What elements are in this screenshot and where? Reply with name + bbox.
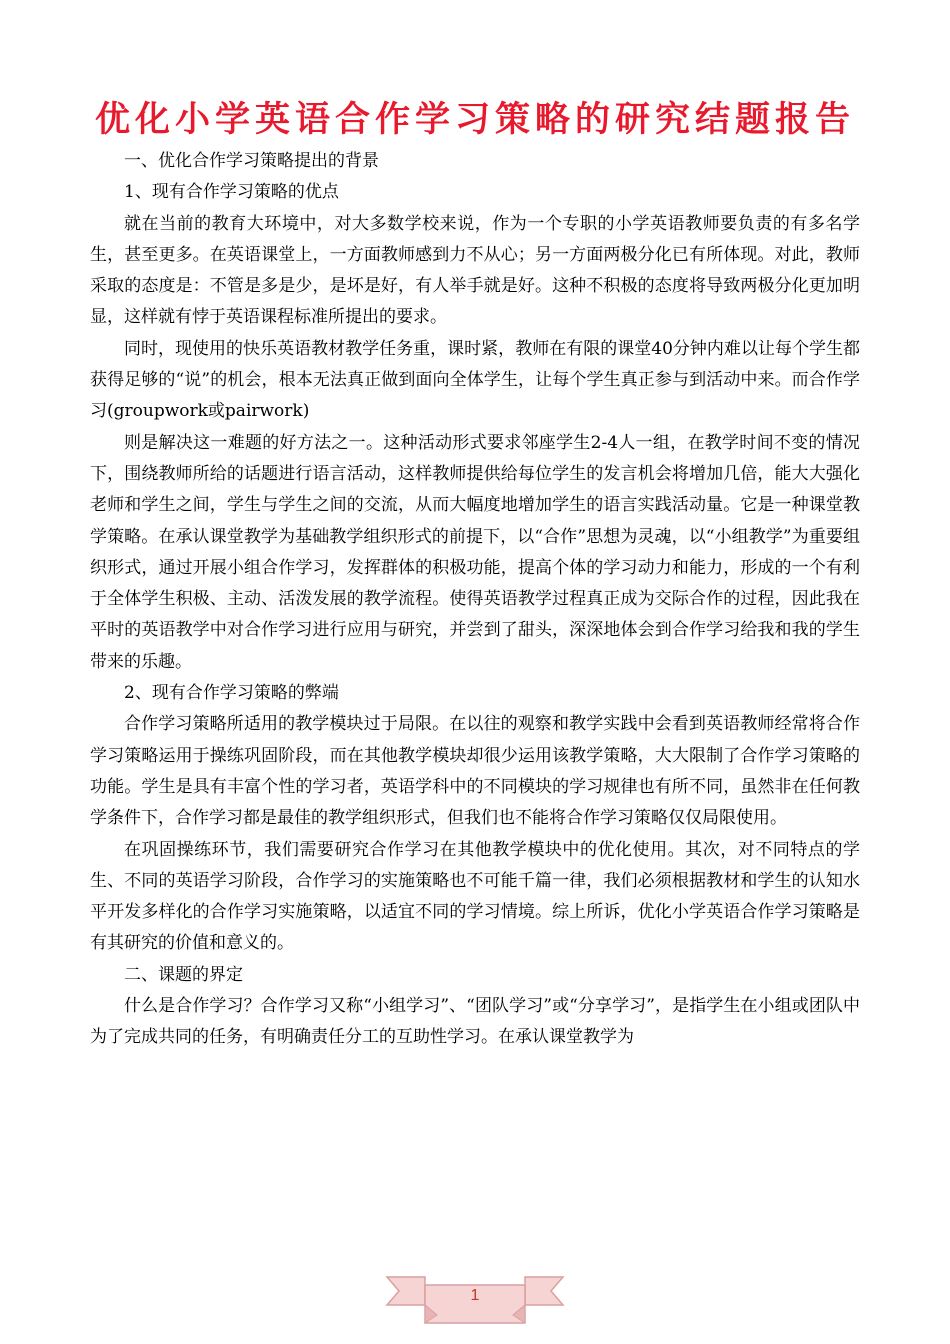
subsection-heading-1-1: 1、现有合作学习策略的优点: [124, 182, 339, 203]
section-heading-1: 一、优化合作学习策略提出的背景: [124, 151, 379, 171]
body-paragraph: 就在当前的教育大环境中，对大多数学校来说，作为一个专职的小学英语教师要负责的有多名学生，甚至更多。在英语课堂上，一方面教师感到力不从心；另一方面两极分化已有所体现。对此，教师采取的态度是：不管是多是少，是坏是好，有人举手就是好。这种不积极的态度将导致两极分化更加明显，这样就有悖于英语课程标准所提出的要求。: [90, 213, 860, 328]
page-number: 1: [470, 1287, 480, 1304]
body-paragraph: 在巩固操练环节，我们需要研究合作学习在其他教学模块中的优化使用。其次，对不同特点的学生、不同的英语学习阶段，合作学习的实施策略也不可能千篇一律，我们必须根据教材和学生的认知水平开发多样化的合作学习实施策略，以适宜不同的学习情境。综上所诉，优化小学英语合作学习策略是有其研究的价值和意义的。: [90, 839, 860, 954]
body-paragraph: 同时，现使用的快乐英语教材教学任务重，课时紧，教师在有限的课堂40分钟内难以让每个学生都获得足够的“说”的机会，根本无法真正做到面向全体学生，让每个学生真正参与到活动中来。而合作学习(groupwork或pairwork): [90, 338, 860, 422]
document-body: [90, 146, 860, 1054]
ribbon-banner-icon: [385, 1275, 565, 1335]
section-heading-2: 二、课题的界定: [124, 964, 243, 985]
body-paragraph: 什么是合作学习？合作学习又称“小组学习”、“团队学习”或“分享学习”，是指学生在小组或团队中为了完成共同的任务，有明确责任分工的互助性学习。在承认课堂教学为: [90, 996, 860, 1048]
body-paragraph: 则是解决这一难题的好方法之一。这种活动形式要求邻座学生2-4人一组，在教学时间不变的情况下，围绕教师所给的话题进行语言活动，这样教师提供给每位学生的发言机会将增加几倍，能大大强化老师和学生之间，学生与学生之间的交流，从而大幅度地增加学生的语言实践活动量。它是一种课堂教学策略。在承认课堂教学为基础教学组织形式的前提下，以“合作”思想为灵魂，以“小组教学”为重要组织形式，通过开展小组合作学习，发挥群体的积极功能，提高个体的学习动力和能力，形成的一个有利于全体学生积极、主动、活泼发展的教学流程。使得英语教学过程真正成为交际合作的过程，因此我在平时的英语教学中对合作学习进行应用与研究，并尝到了甜头，深深地体会到合作学习给我和我的学生带来的乐趣。: [90, 432, 860, 672]
document-title: 优化小学英语合作学习策略的研究结题报告: [94, 100, 855, 140]
subsection-heading-1-2: 2、现有合作学习策略的弊端: [124, 683, 339, 704]
body-paragraph: 合作学习策略所适用的教学模块过于局限。在以往的观察和教学实践中会看到英语教师经常将合作学习策略运用于操练巩固阶段，而在其他教学模块却很少运用该教学策略，大大限制了合作学习策略的功能。学生是具有丰富个性的学习者，英语学科中的不同模块的学习规律也有所不同，虽然非在任何教学条件下，合作学习都是最佳的教学组织形式，但我们也不能将合作学习策略仅仅局限使用。: [90, 714, 860, 829]
page-number-badge: [385, 1275, 565, 1335]
